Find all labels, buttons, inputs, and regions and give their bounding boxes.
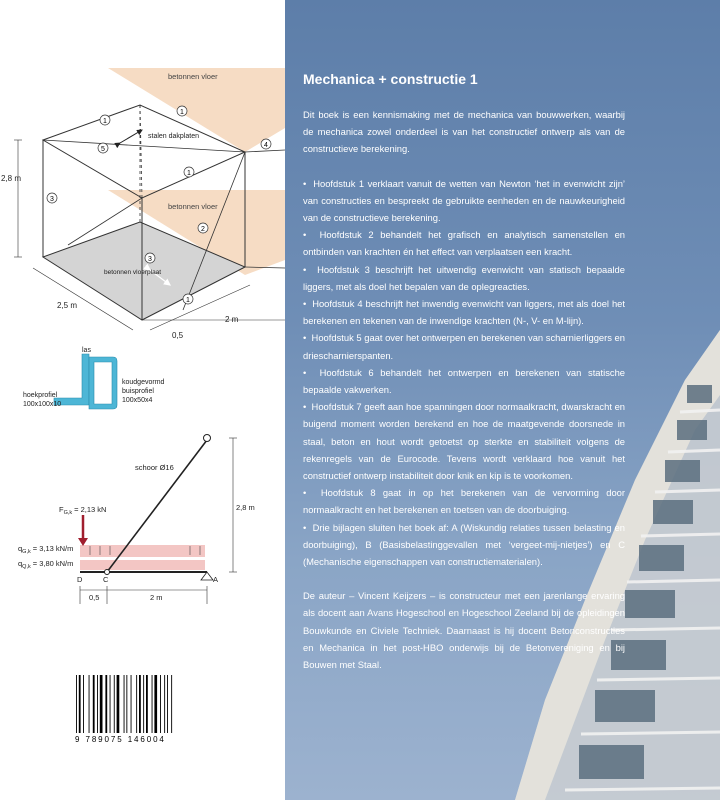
- label-floor-mid: betonnen vloer: [168, 202, 218, 211]
- label-roof: stalen dakplaten: [148, 133, 199, 140]
- label-angle: hoekprofiel 100x100x10: [23, 392, 62, 408]
- node-c: C: [103, 575, 109, 584]
- barcode-bar: [114, 675, 115, 733]
- cover-text: [303, 70, 625, 673]
- dim-width: 2,5 m: [57, 301, 78, 310]
- marker: 4: [264, 142, 268, 149]
- barcode-bar: [160, 675, 161, 733]
- marker: 3: [50, 196, 54, 203]
- label-tube: koudgevormd buisprofiel 100x50x4: [122, 379, 165, 404]
- chapter-item: • Hoofdstuk 2 behandelt het grafisch en analytisch samenstellen en ontbinden van krachten én het effect van verplaatsen een kracht.: [303, 226, 625, 260]
- barcode-bar: [139, 675, 141, 733]
- chapter-item: • Hoofdstuk 4 beschrijft het inwendig evenwicht van liggers, met als doel het berekenen en tekenen van de inwendige krachten (N-, V- en M-lijn).: [303, 295, 625, 329]
- dim-depth: 2 m: [225, 315, 239, 324]
- tube-profile: [89, 357, 117, 409]
- barcode-bar: [167, 675, 168, 733]
- dim-left: 0,5: [89, 593, 100, 602]
- barcode-bar: [124, 675, 125, 733]
- barcode-bar: [110, 675, 111, 733]
- marker: 1: [180, 109, 184, 116]
- dim-offset: 0,5: [172, 331, 184, 340]
- node-a: A: [213, 575, 219, 584]
- load-q1: [80, 545, 205, 557]
- barcode-bar: [117, 675, 120, 733]
- barcode-bar: [83, 675, 84, 733]
- chapter-item: • Hoofdstuk 6 behandelt het ontwerpen en berekenen van statische bepaalde vakwerken.: [303, 364, 625, 398]
- marker: 2: [201, 226, 205, 233]
- barcode-bar: [143, 675, 144, 733]
- beam-diagram: [18, 435, 255, 605]
- profile-diagram: [23, 347, 166, 409]
- isbn-number: 9 789075 146004: [75, 735, 166, 744]
- label-q2: $q_{Q,k} = 3,80$ kN/m: [18, 559, 74, 570]
- barcode-bar: [152, 675, 153, 733]
- node-d: D: [77, 575, 83, 584]
- barcode-bar: [93, 675, 95, 733]
- label-floor-plate: betonnen vloerplaat: [104, 269, 162, 276]
- barcode-bar: [97, 675, 98, 733]
- label-q1: $q_{G,k} = 3,13$ kN/m: [18, 544, 74, 555]
- chapter-item: • Hoofdstuk 8 gaat in op het berekenen van de vervorming door normaalkracht en het berekenen en toetsen van de doorbuiging.: [303, 484, 625, 518]
- chapter-item: • Drie bijlagen sluiten het boek af: A (Wiskundig relaties tussen belasting en doorbuiging), B (Basisbelastinggevallen met ‘vergeet-mij-nietjes’) en C (Mechanische eigenschappen van constructiematerialen).: [303, 519, 625, 571]
- marker: 1: [186, 297, 190, 304]
- marker: 5: [101, 146, 105, 153]
- book-title: Mechanica + constructie 1: [303, 71, 478, 87]
- barcode-bar: [154, 675, 157, 733]
- barcode-bar: [171, 675, 172, 733]
- barcode-bar: [164, 675, 165, 733]
- barcode-bar: [76, 675, 77, 733]
- chapter-item: • Hoofdstuk 3 beschrijft het uitwendig evenwicht van statisch bepaalde liggers, met als doel het bepalen van de oplegreacties.: [303, 261, 625, 295]
- marker: 3: [148, 256, 152, 263]
- dim-span: 2 m: [150, 593, 163, 602]
- label-weld: las: [82, 347, 91, 354]
- chapter-item: • Hoofdstuk 7 geeft aan hoe spanningen door normaalkracht, dwarskracht en buigend moment worden berekend en hoe de maatgevende doorsnede in staal, beton en hout wordt getoetst op sterkte en stabiliteit volgens de rekenregels van de Eurocode. Tevens wordt verklaard hoe vanuit het constructief ontwerp instabiliteit door knik en kip is te voorkomen.: [303, 398, 625, 484]
- intro-paragraph: Dit boek is een kennismaking met de mechanica van bouwwerken, waarbij de mechanica zowel onderdeel is van het constructief ontwerp als van de constructieve berekening.: [303, 109, 625, 155]
- label-floor-top: betonnen vloer: [168, 72, 218, 81]
- barcode: [76, 675, 196, 733]
- dim-height: 2,8 m: [236, 503, 255, 512]
- chapter-item: • Hoofdstuk 1 verklaart vanuit de wetten van Newton ‘het in evenwicht zijn’ van constructies en bespreekt de gebruikte eenheden en de nauwkeurigheid van de constructieve berekening.: [303, 175, 625, 227]
- load-q2: [80, 560, 205, 570]
- barcode-bar: [105, 675, 107, 733]
- diagram-column: [0, 0, 285, 800]
- marker: 1: [103, 118, 107, 125]
- author-paragraph: De auteur – Vincent Keijzers – is constructeur met een jarenlange ervaring als docent aan Avans Hogeschool en Hogeschool Zeeland bij de opleidingen Bouwkunde en Civiele Techniek. Daarnaast is hij docent Betonconstructies en Mechanica in het post-HBO onderwijs bij de Betonvereniging en bij Bouwen met Staal.: [303, 590, 625, 671]
- frame-diagram: [1, 68, 285, 340]
- text-panel: [285, 0, 720, 800]
- barcode-bar: [89, 675, 90, 733]
- marker: 1: [187, 170, 191, 177]
- barcode-bar: [126, 675, 127, 733]
- barcode-bar: [131, 675, 132, 733]
- barcode-bar: [79, 675, 81, 733]
- angle-profile: [54, 354, 89, 405]
- dim-height: 2,8 m: [1, 174, 22, 183]
- chapter-item: • Hoofdstuk 5 gaat over het ontwerpen en berekenen van scharnierliggers en driescharnierspanten.: [303, 329, 625, 363]
- chapter-list: [303, 175, 625, 571]
- label-strut: schoor Ø16: [135, 463, 174, 472]
- support-a: [201, 572, 213, 580]
- barcode-bar: [136, 675, 137, 733]
- label-force: $F_{G,k} = 2,13$ kN: [59, 505, 107, 516]
- barcode-bar: [100, 675, 103, 733]
- barcode-bar: [146, 675, 148, 733]
